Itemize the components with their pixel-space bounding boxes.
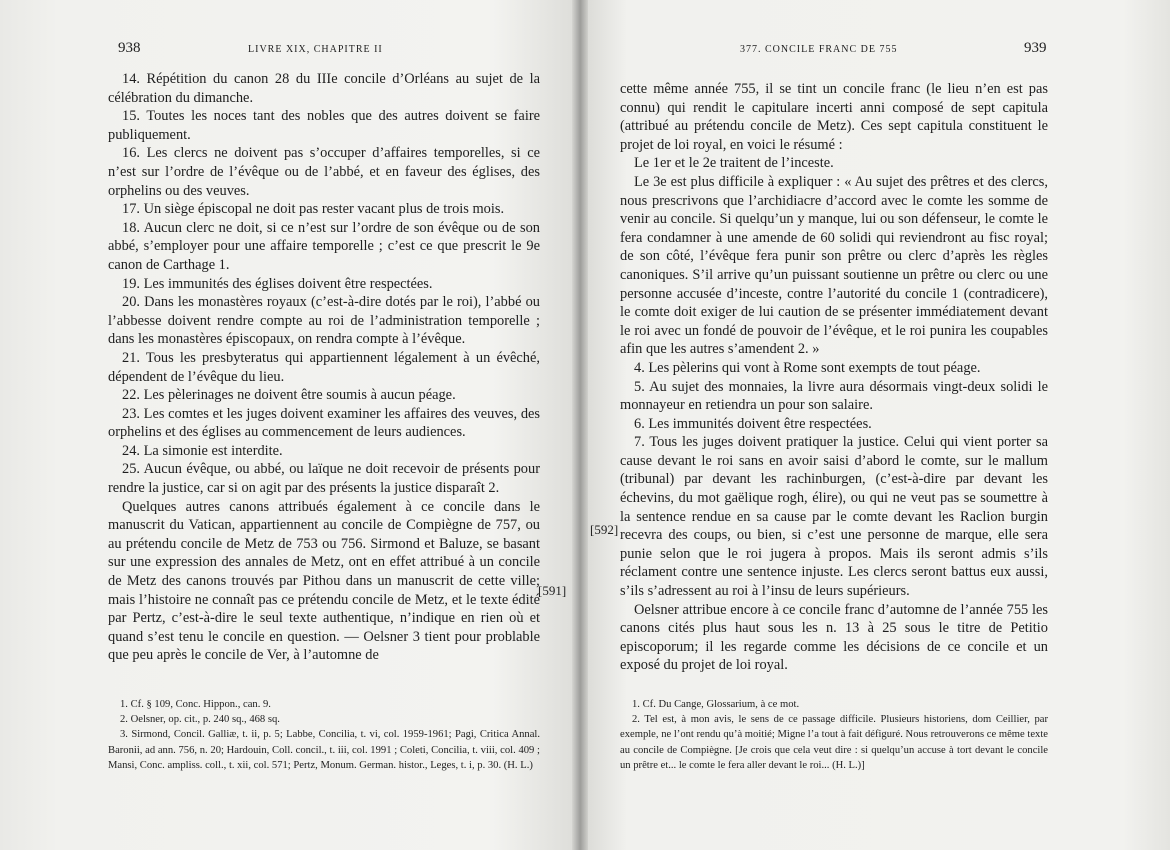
paragraph: 5. Au sujet des monnaies, la livre aura désormais vingt-deux solidi le monnayeur en retiendra un pour son salaire. (620, 378, 1048, 414)
paragraph: 20. Dans les monastères royaux (c’est-à-dire dotés par le roi), l’abbé ou l’abbesse doivent rendre compte au roi de l’administration temporelle ; dans les monastères épiscopaux, on rendra compte à l’évêque. (108, 294, 540, 348)
footnote: 1. Cf. Du Cange, Glossarium, à ce mot. (632, 699, 800, 710)
paragraph: 16. Les clercs ne doivent pas s’occuper d’affaires temporelles, si ce n’est sur l’ordre de l’évêque ou de l’abbé, et en faveur des églises, des orphelins ou des veuves. (108, 145, 540, 199)
paragraph: 15. Toutes les noces tant des nobles que des autres doivent se faire publiquement. (108, 108, 540, 143)
footnote: 1. Cf. § 109, Conc. Hippon., can. 9. (120, 699, 271, 710)
paragraph: Le 3e est plus difficile à expliquer : « Au sujet des prêtres et des clercs, nous prescrivons que l’archidiacre d’accord avec le comte les somme de venir au concile. Si quelqu’un y manque, lui ou son défenseur, le comte le fera condamner à une amende de 60 solidi qui reviendront au fisc royal; de son côté, l’évêque fera punir son prêtre ou clerc d’après les règles canoniques. S’il arrive qu’un puissant soutienne un prêtre ou clerc ou une personne accusée d’inceste, contre l’autorité du concile 1 (contradicere), le comte doit exiger de lui caution de se présenter immédiatement devant le roi avec un fondé de pouvoir de l’évêque, et le roi punira les coupables afin que les autres s’amendent 2. » (620, 173, 1048, 358)
left-footnotes (108, 697, 540, 773)
footnote: 2. Oelsner, op. cit., p. 240 sq., 468 sq. (120, 714, 280, 726)
paragraph: Le 1er et le 2e traitent de l’inceste. (634, 155, 834, 172)
left-running-head: LIVRE XIX, CHAPITRE II (248, 44, 383, 55)
paragraph: Oelsner attribue encore à ce concile franc d’automne de l’année 755 les canons cités plus haut sous les n. 13 à 25 sous le titre de Petitio episcoporum; il les regarde comme les décisions de ce concile et un exposé du projet de loi royal. (620, 601, 1048, 674)
paragraph: 7. Tous les juges doivent pratiquer la justice. Celui qui vient porter sa cause devant le roi sans en avoir saisi d’abord le comte, sur le mallum (tribunal) par devant les rachinburgen, (c’est-à-dire par devant les échevins, du mot gaëlique rogh, élire), ou qui ne veut pas se soumettre à la sentence rendue en sa cause par le comte devant les Raclion burgin recevra des coups, ou bien, si c’est une personne de marque, elle sera punie selon que le roi jugera à propos. Mais ils seront admis s’ils réclament contre une sentence injuste. Les clercs seront battus eux aussi, s’ils s’adressent au roi à l’insu de leurs supérieurs. (620, 434, 1048, 600)
paragraph: 23. Les comtes et les juges doivent examiner les affaires des veuves, des orphelins et des églises au commencement de leurs audiences. (108, 405, 540, 441)
right-page (580, 0, 1170, 850)
right-page-number: 939 (1024, 40, 1047, 56)
footnote: 2. Tel est, à mon avis, le sens de ce passage difficile. Plusieurs historiens, dom Ceillier, par exemple, ne l’ont rendu qu’à moitié; Migne l’a tout à fait défiguré. Nous retrouverons ce même texte au concile de Compiègne. [Je crois que cela veut dire : si quelqu’un accuse à tort devant le concile un prêtre et... le comte le fera aller devant le roi... (H. L.)] (620, 714, 1048, 771)
right-margin-reference: [592] (590, 522, 619, 537)
paragraph: 14. Répétition du canon 28 du IIIe concile d’Orléans au sujet de la célébration du dimanche. (108, 71, 540, 106)
left-body-text (108, 70, 540, 665)
left-page-number: 938 (118, 40, 141, 56)
paragraph: 25. Aucun évêque, ou abbé, ou laïque ne doit recevoir de présents pour rendre la justice, car si on agit par des présents la justice disparaît 2. (108, 461, 540, 497)
paragraph: 17. Un siège épiscopal ne doit pas rester vacant plus de trois mois. (122, 201, 505, 218)
paragraph: 6. Les immunités doivent être respectées. (634, 415, 872, 432)
paragraph: 18. Aucun clerc ne doit, si ce n’est sur l’ordre de son évêque ou de son abbé, s’employer pour une affaire temporelle ; c’est ce que prescrit le 9e canon de Carthage 1. (108, 219, 540, 273)
paragraph: 19. Les immunités des églises doivent être respectées. (122, 275, 433, 292)
paragraph: 24. La simonie est interdite. (122, 442, 283, 459)
paragraph: 21. Tous les presbyteratus qui appartiennent légalement à un évêché, dépendent de l’évêque du lieu. (108, 349, 540, 385)
left-margin-reference: [591] (538, 583, 567, 598)
right-running-head: 377. CONCILE FRANC DE 755 (740, 44, 898, 55)
paragraph: Quelques autres canons attribués également à ce concile dans le manuscrit du Vatican, appartiennent au concile de Compiègne de 757, ou au prétendu concile de Metz de 753 ou 756. Sirmond et Baluze, se basant sur une expression des annales de Metz, ont en effet attribué à un concile de Metz des canons trouvés par Pithou dans un manuscrit de cette ville; mais l’histoire ne connaît pas ce prétendu concile de Metz, et le texte édité par Pertz, c’est-à-dire le seul texte authentique, n’indique en rien où et quand s’est tenu le concile en question. — Oelsner 3 tient pour problable que peu après le concile de Ver, à l’automne de (108, 498, 540, 664)
paragraph: 4. Les pèlerins qui vont à Rome sont exempts de tout péage. (634, 359, 981, 376)
right-footnotes (620, 697, 1048, 773)
right-body-text (620, 80, 1048, 675)
paragraph: cette même année 755, il se tint un concile franc (le lieu n’en est pas connu) qui rendit le capitulare incerti anni composé de sept capitula (attribué au prétendu concile de Metz). Ces sept capitula constituent le projet de loi royal, en voici le résumé : (620, 81, 1048, 153)
footnote: 3. Sirmond, Concil. Galliæ, t. ii, p. 5; Labbe, Concilia, t. vi, col. 1959-1961; Pagi, Critica Annal. Baronii, ad ann. 756, n. 20; Hardouin, Coll. concil., t. iii, col. 1991 ; Coleti, Concilia, t. viii, col. 409 ; Mansi, Conc. ampliss. coll., t. xii, col. 571; Pertz, Monum. German. histor., Leges, t. i, p. 30. (H. L.) (108, 729, 540, 771)
left-page (0, 0, 580, 850)
paragraph: 22. Les pèlerinages ne doivent être soumis à aucun péage. (122, 387, 456, 404)
book-gutter (572, 0, 588, 850)
